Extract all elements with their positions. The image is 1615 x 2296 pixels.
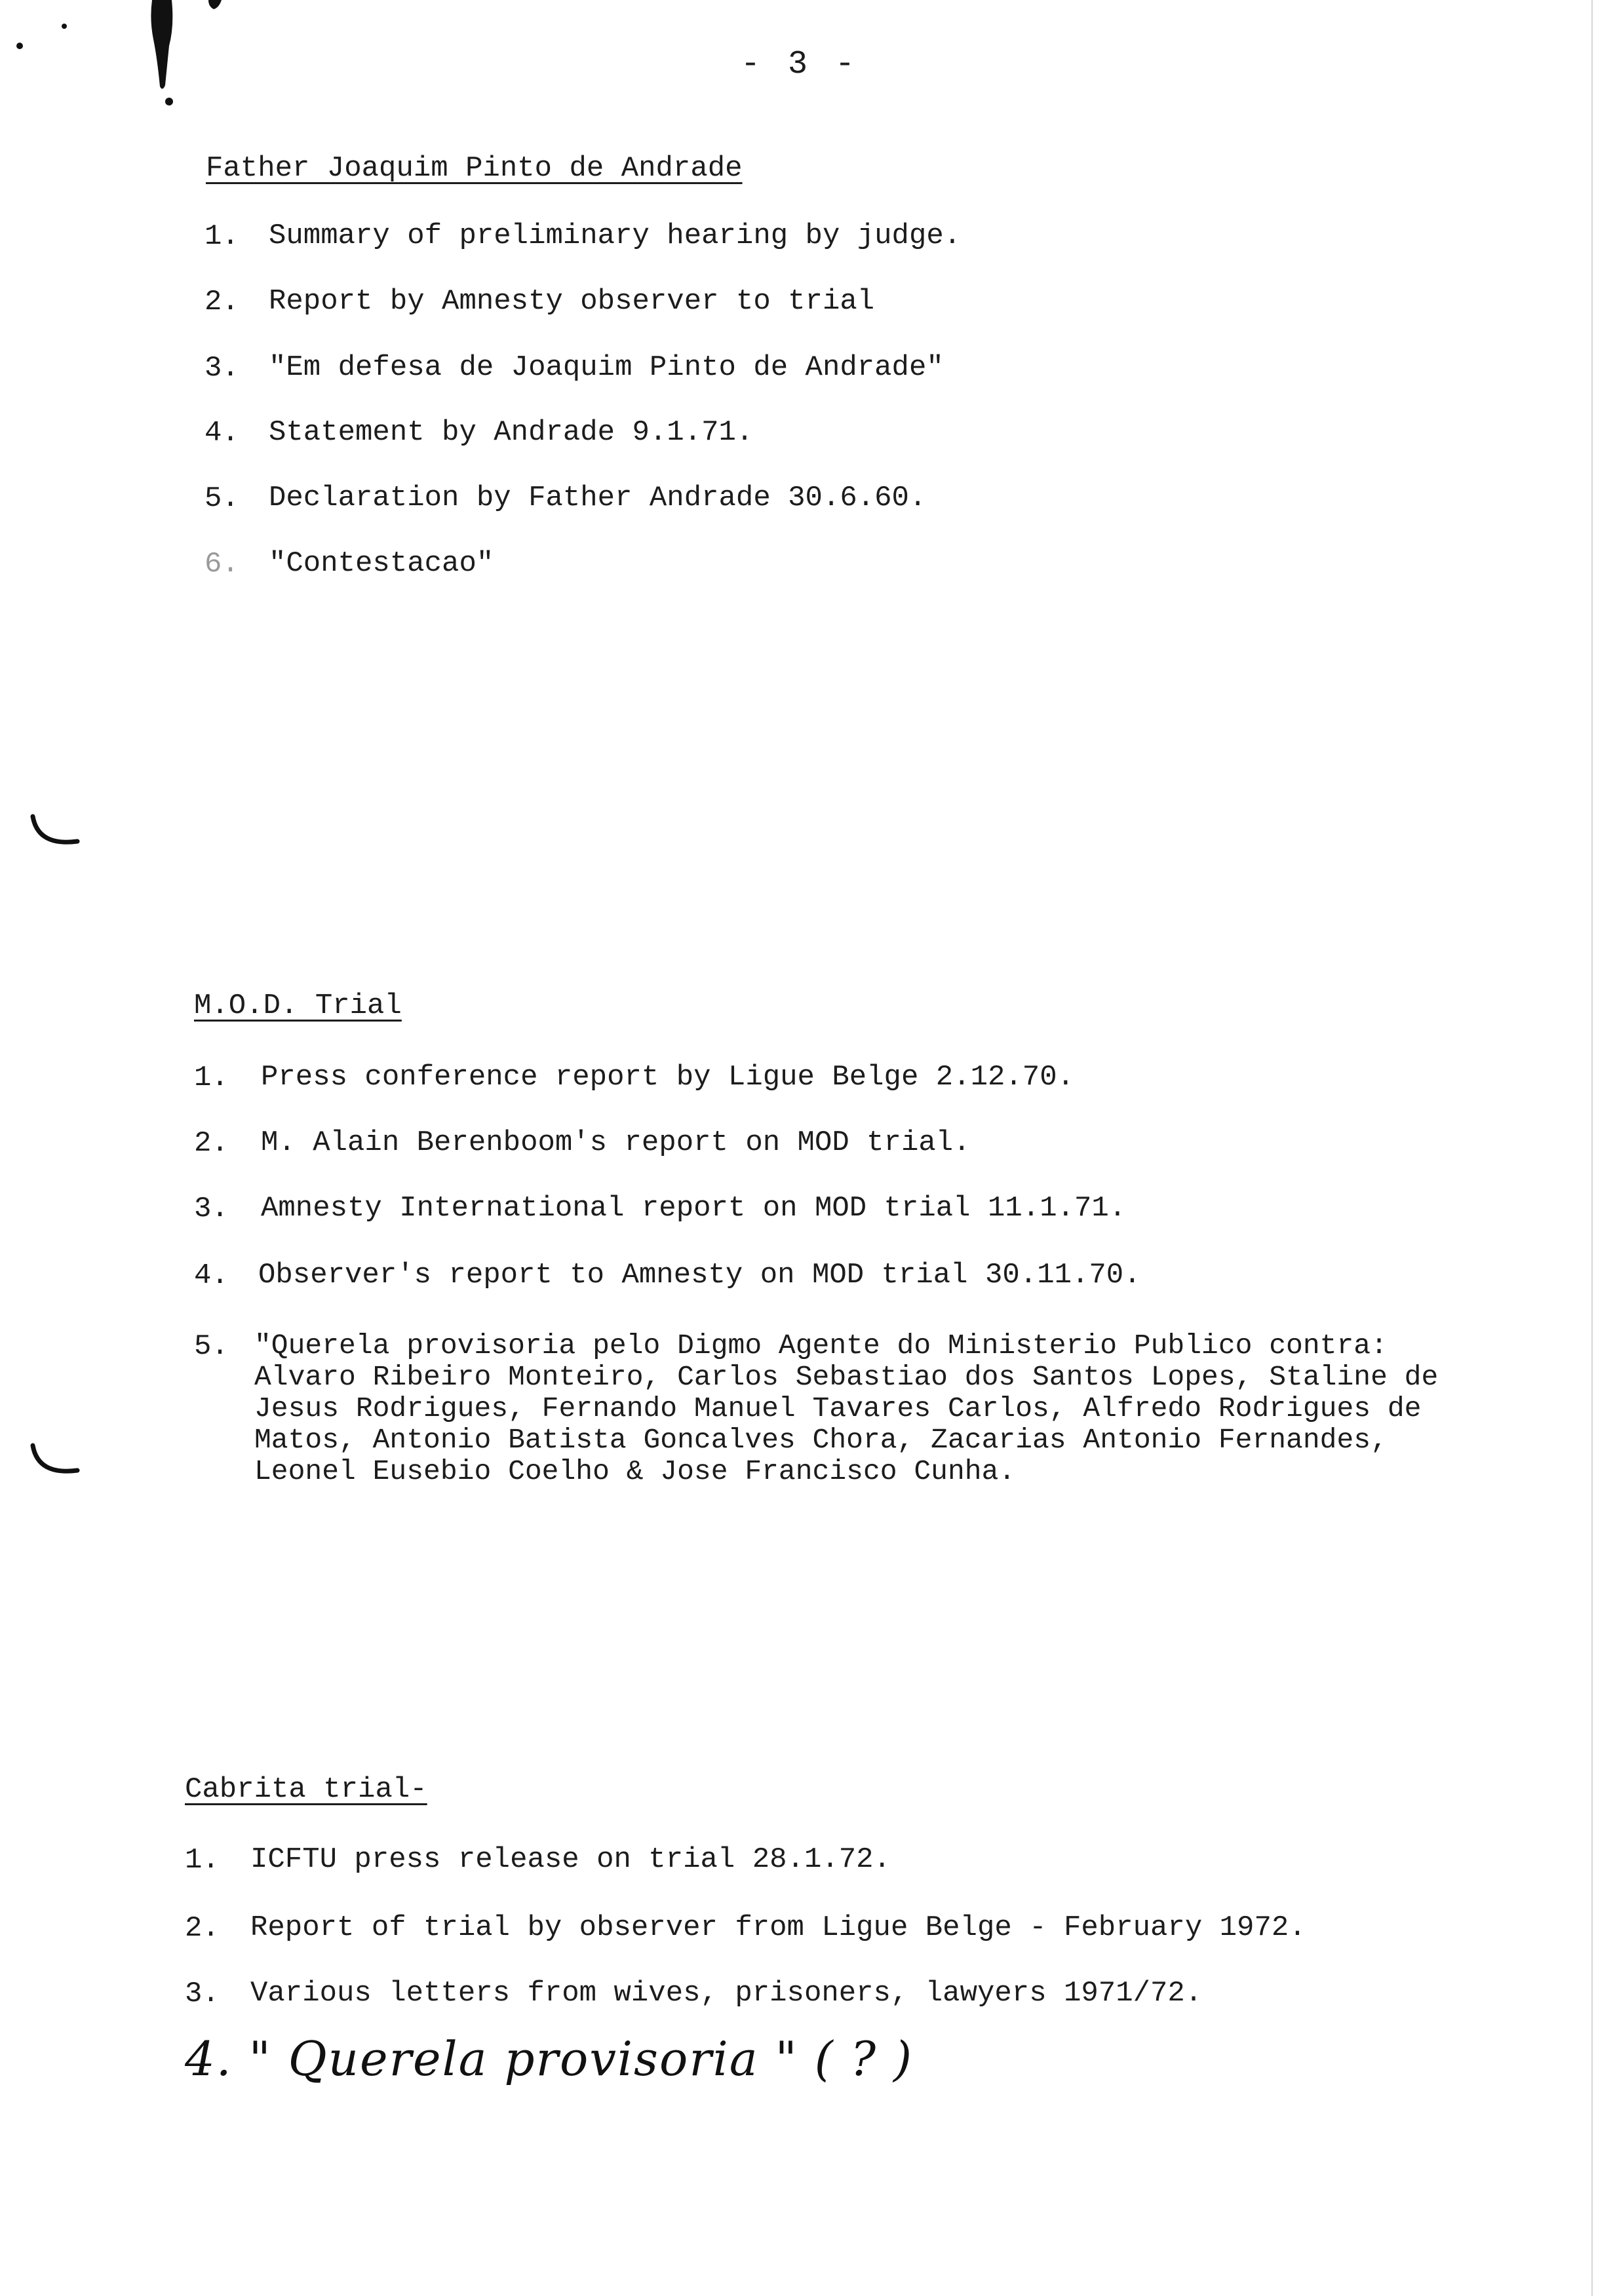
item-text: Declaration by Father Andrade 30.6.60. — [269, 482, 927, 514]
item-number: 5. — [194, 1330, 229, 1363]
item-text: Summary of preliminary hearing by judge. — [269, 220, 962, 252]
item-number: 3. — [204, 352, 239, 385]
item-text: "Em defesa de Joaquim Pinto de Andrade" — [269, 351, 944, 384]
page-edge-line — [1589, 0, 1595, 2296]
punch-hole-mark — [26, 813, 85, 858]
item-text: "Querela provisoria pelo Digmo Agente do Ministerio Publico contra: Alvaro Ribeiro Monteiro, Carlos Sebastiao dos Santos Lopes, Staline de Jesus Rodrigues, Fernando Manuel Tavares Carlos, Alfredo Rodrigues de Matos, Antonio Batista Goncalves Chora, Zacarias Antonio Fernandes, Leonel Eusebio Coelho & Jose Francisco Cunha. — [254, 1330, 1439, 1487]
item-number: 2. — [185, 1912, 220, 1945]
item-number: 1. — [204, 220, 239, 253]
section-cabrita-trial — [185, 0, 1430, 2031]
item-text: "Contestacao" — [269, 547, 494, 580]
section-heading: Father Joaquim Pinto de Andrade — [206, 152, 743, 185]
section-heading: M.O.D. Trial — [194, 989, 402, 1022]
item-text: Report of trial by observer from Ligue Belge - February 1972. — [250, 1911, 1306, 1944]
item-number: 4. — [204, 417, 239, 450]
item-text: ICFTU press release on trial 28.1.72. — [250, 1843, 891, 1876]
item-number: 1. — [185, 1844, 220, 1877]
item-number: 2. — [194, 1127, 229, 1160]
section-heading: Cabrita trial- — [185, 1773, 427, 1806]
item-number: 4. — [194, 1259, 229, 1292]
item-number: 6. — [204, 548, 239, 581]
item-text: Statement by Andrade 9.1.71. — [269, 416, 754, 449]
item-number: 3. — [194, 1193, 229, 1225]
item-text: Press conference report by Ligue Belge 2.12.70. — [261, 1061, 1075, 1094]
item-number: 2. — [204, 286, 239, 318]
item-number: 5. — [204, 482, 239, 515]
item-text: M. Alain Berenboom's report on MOD trial. — [261, 1126, 971, 1159]
item-number: 3. — [185, 1978, 220, 2010]
page-number: - 3 - — [741, 46, 859, 83]
item-number: 1. — [194, 1062, 229, 1094]
punch-hole-mark — [26, 1442, 85, 1487]
handwritten-note: 4. " Querela provisoria " ( ? ) — [185, 2031, 914, 2086]
item-text: Amnesty International report on MOD trial 11.1.71. — [261, 1192, 1127, 1225]
item-text: Various letters from wives, prisoners, lawyers 1971/72. — [250, 1977, 1203, 2010]
item-text: Report by Amnesty observer to trial — [269, 285, 875, 318]
item-text: Observer's report to Amnesty on MOD trial 30.11.70. — [258, 1259, 1141, 1292]
